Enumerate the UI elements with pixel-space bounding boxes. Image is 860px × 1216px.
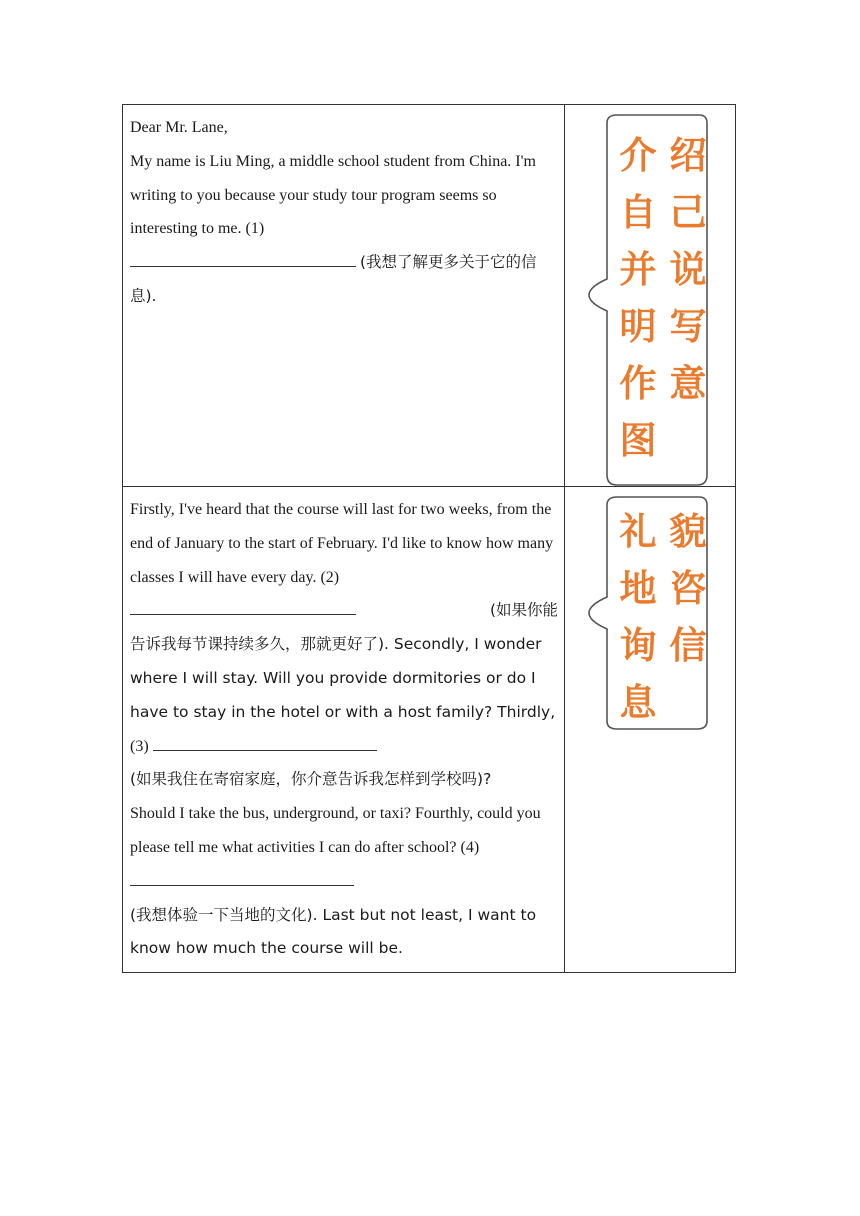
intro-text: My name is Liu Ming, a middle school student from China. I'm writing to you because your study tour program seems so interesting to me. (1)	[130, 152, 536, 238]
answer-blank-2[interactable]	[130, 596, 356, 615]
note-char: 绍	[669, 134, 707, 177]
body-text-2: Firstly, I've heard that the course will last for two weeks, from the end of January to the start of February. I'd like to know how many classes I will have every day. (2)	[130, 501, 554, 586]
blank-line-3	[130, 730, 558, 764]
note-char: 信	[669, 624, 707, 667]
question-3-label: (3)	[130, 737, 149, 755]
greeting: Dear Mr. Lane,	[130, 119, 228, 136]
blank-3-hint: (如果我住在寄宿家庭，你介意告诉我怎样到学校吗)?	[130, 770, 492, 789]
note-char: 意	[669, 362, 707, 405]
note-bubble-1	[585, 113, 709, 487]
blank-2-hint-b: 告诉我每节课持续多久，那就更好了). Secondly, I wonder where I will stay. Will you provide dormitories or do I have to stay in the hotel or with a host family? Thirdly,	[130, 635, 556, 721]
body-paragraph-4	[130, 797, 558, 898]
blank-1-hint: (我想了解更多关于它的信息).	[130, 253, 537, 305]
note-char: 己	[669, 191, 707, 234]
blank-line-1	[130, 246, 558, 314]
answer-blank-1[interactable]	[130, 248, 356, 267]
note-cell	[565, 105, 736, 487]
table-row	[123, 105, 736, 487]
body-paragraph-3	[130, 628, 558, 729]
body-paragraph-2	[130, 493, 558, 594]
note-char: 咨	[669, 567, 707, 610]
table-row	[123, 487, 736, 973]
blank-2-hint-a: (如果你能	[489, 601, 558, 620]
note-cell	[565, 487, 736, 973]
note-chars-2	[613, 503, 713, 731]
note-char: 息	[619, 681, 657, 724]
note-char: 写	[669, 305, 707, 348]
note-char: 明	[619, 305, 657, 348]
note-bubble-2	[585, 495, 709, 731]
intro-paragraph	[130, 145, 558, 246]
blank-line-2	[130, 594, 558, 628]
letter-text-cell	[123, 487, 565, 973]
note-char: 作	[619, 362, 657, 405]
note-char: 说	[669, 248, 707, 291]
blank-3-hint-line	[130, 763, 558, 797]
blank-4-hint: (我想体验一下当地的文化). Last but not least, I want to know how much the course will be.	[130, 905, 537, 958]
note-char: 自	[619, 191, 657, 234]
letter-table	[122, 104, 736, 973]
note-char: 询	[619, 624, 657, 667]
note-char: 貌	[669, 510, 707, 553]
body-text-4: Should I take the bus, underground, or taxi? Fourthly, could you please tell me what activities I can do after school? (4)	[130, 805, 541, 856]
letter-text-cell	[123, 105, 565, 487]
answer-blank-3[interactable]	[153, 732, 377, 751]
answer-blank-4[interactable]	[130, 867, 354, 886]
note-char: 图	[619, 419, 657, 462]
blank-4-hint-line	[130, 899, 558, 967]
note-char: 介	[619, 134, 657, 177]
note-char: 并	[619, 248, 657, 291]
note-chars-1	[613, 127, 713, 469]
note-char: 礼	[619, 510, 657, 553]
note-char: 地	[619, 567, 657, 610]
